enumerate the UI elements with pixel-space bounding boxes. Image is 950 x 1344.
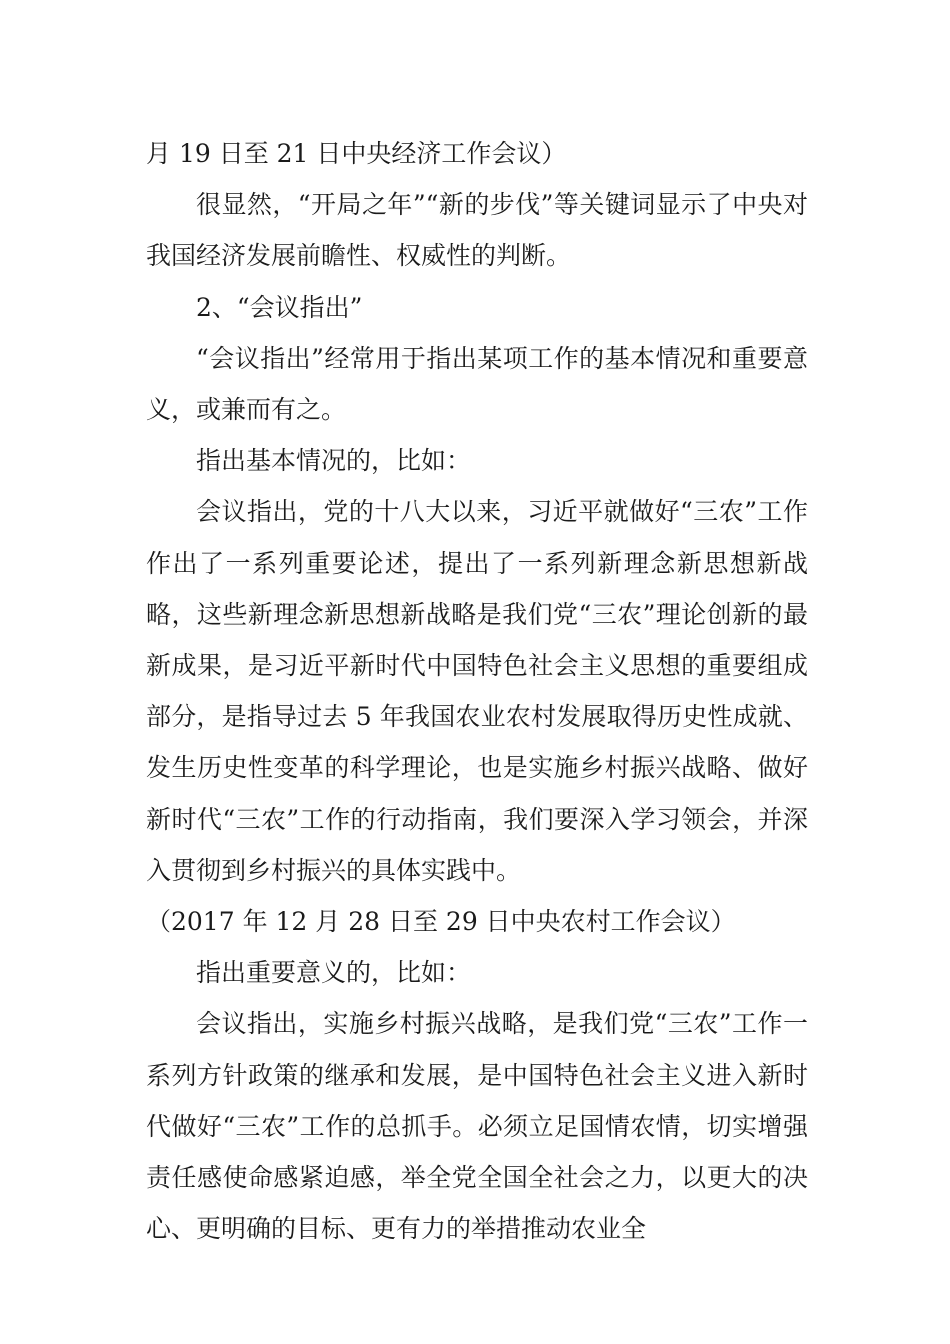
section-heading: 2、“会议指出” [196,292,363,322]
paragraph-basic-example: 会议指出，党的十八大以来，习近平就做好“三农”工作作出了一系列重要论述，提出了一系列新理念新思想新战略，这些新理念新思想新战略是我们党“三农”理论创新的最新成果，是习近平新时代中国特色社会主义思想的重要组成部分，是指导过去 5 年我国农业农村发展取得历史性成就、发生历史性变革的科学理论，也是实施乡村振兴战略、做好新时代“三农”工作的行动指南，我们要深入学习领会，并深入贯彻到乡村振兴的具体实践中。 [146,497,808,885]
paragraph-basic-intro: 指出基本情况的，比如： [196,446,472,476]
paragraph-usage: “会议指出”经常用于指出某项工作的基本情况和重要意义，或兼而有之。 [146,343,808,425]
paragraph-keywords: 很显然，“开局之年”“新的步伐”等关键词显示了中央对我国经济发展前瞻性、权威性的判断。 [146,190,808,271]
paragraph-continuation: 月 19 日至 21 日中央经济工作会议） [146,139,567,168]
paragraph-significance-example: 会议指出，实施乡村振兴战略，是我们党“三农”工作一系列方针政策的继承和发展，是中国特色社会主义进入新时代做好“三农”工作的总抓手。必须立足国情农情，切实增强责任感使命感紧迫感，举全党全国全社会之力，以更大的决心、更明确的目标、更有力的举措推动农业全 [146,1009,808,1244]
paragraph-significance-intro: 指出重要意义的，比如： [196,958,472,988]
document-body [146,128,808,1254]
paragraph-citation: （2017 年 12 月 28 日至 29 日中央农村工作会议） [146,907,736,937]
